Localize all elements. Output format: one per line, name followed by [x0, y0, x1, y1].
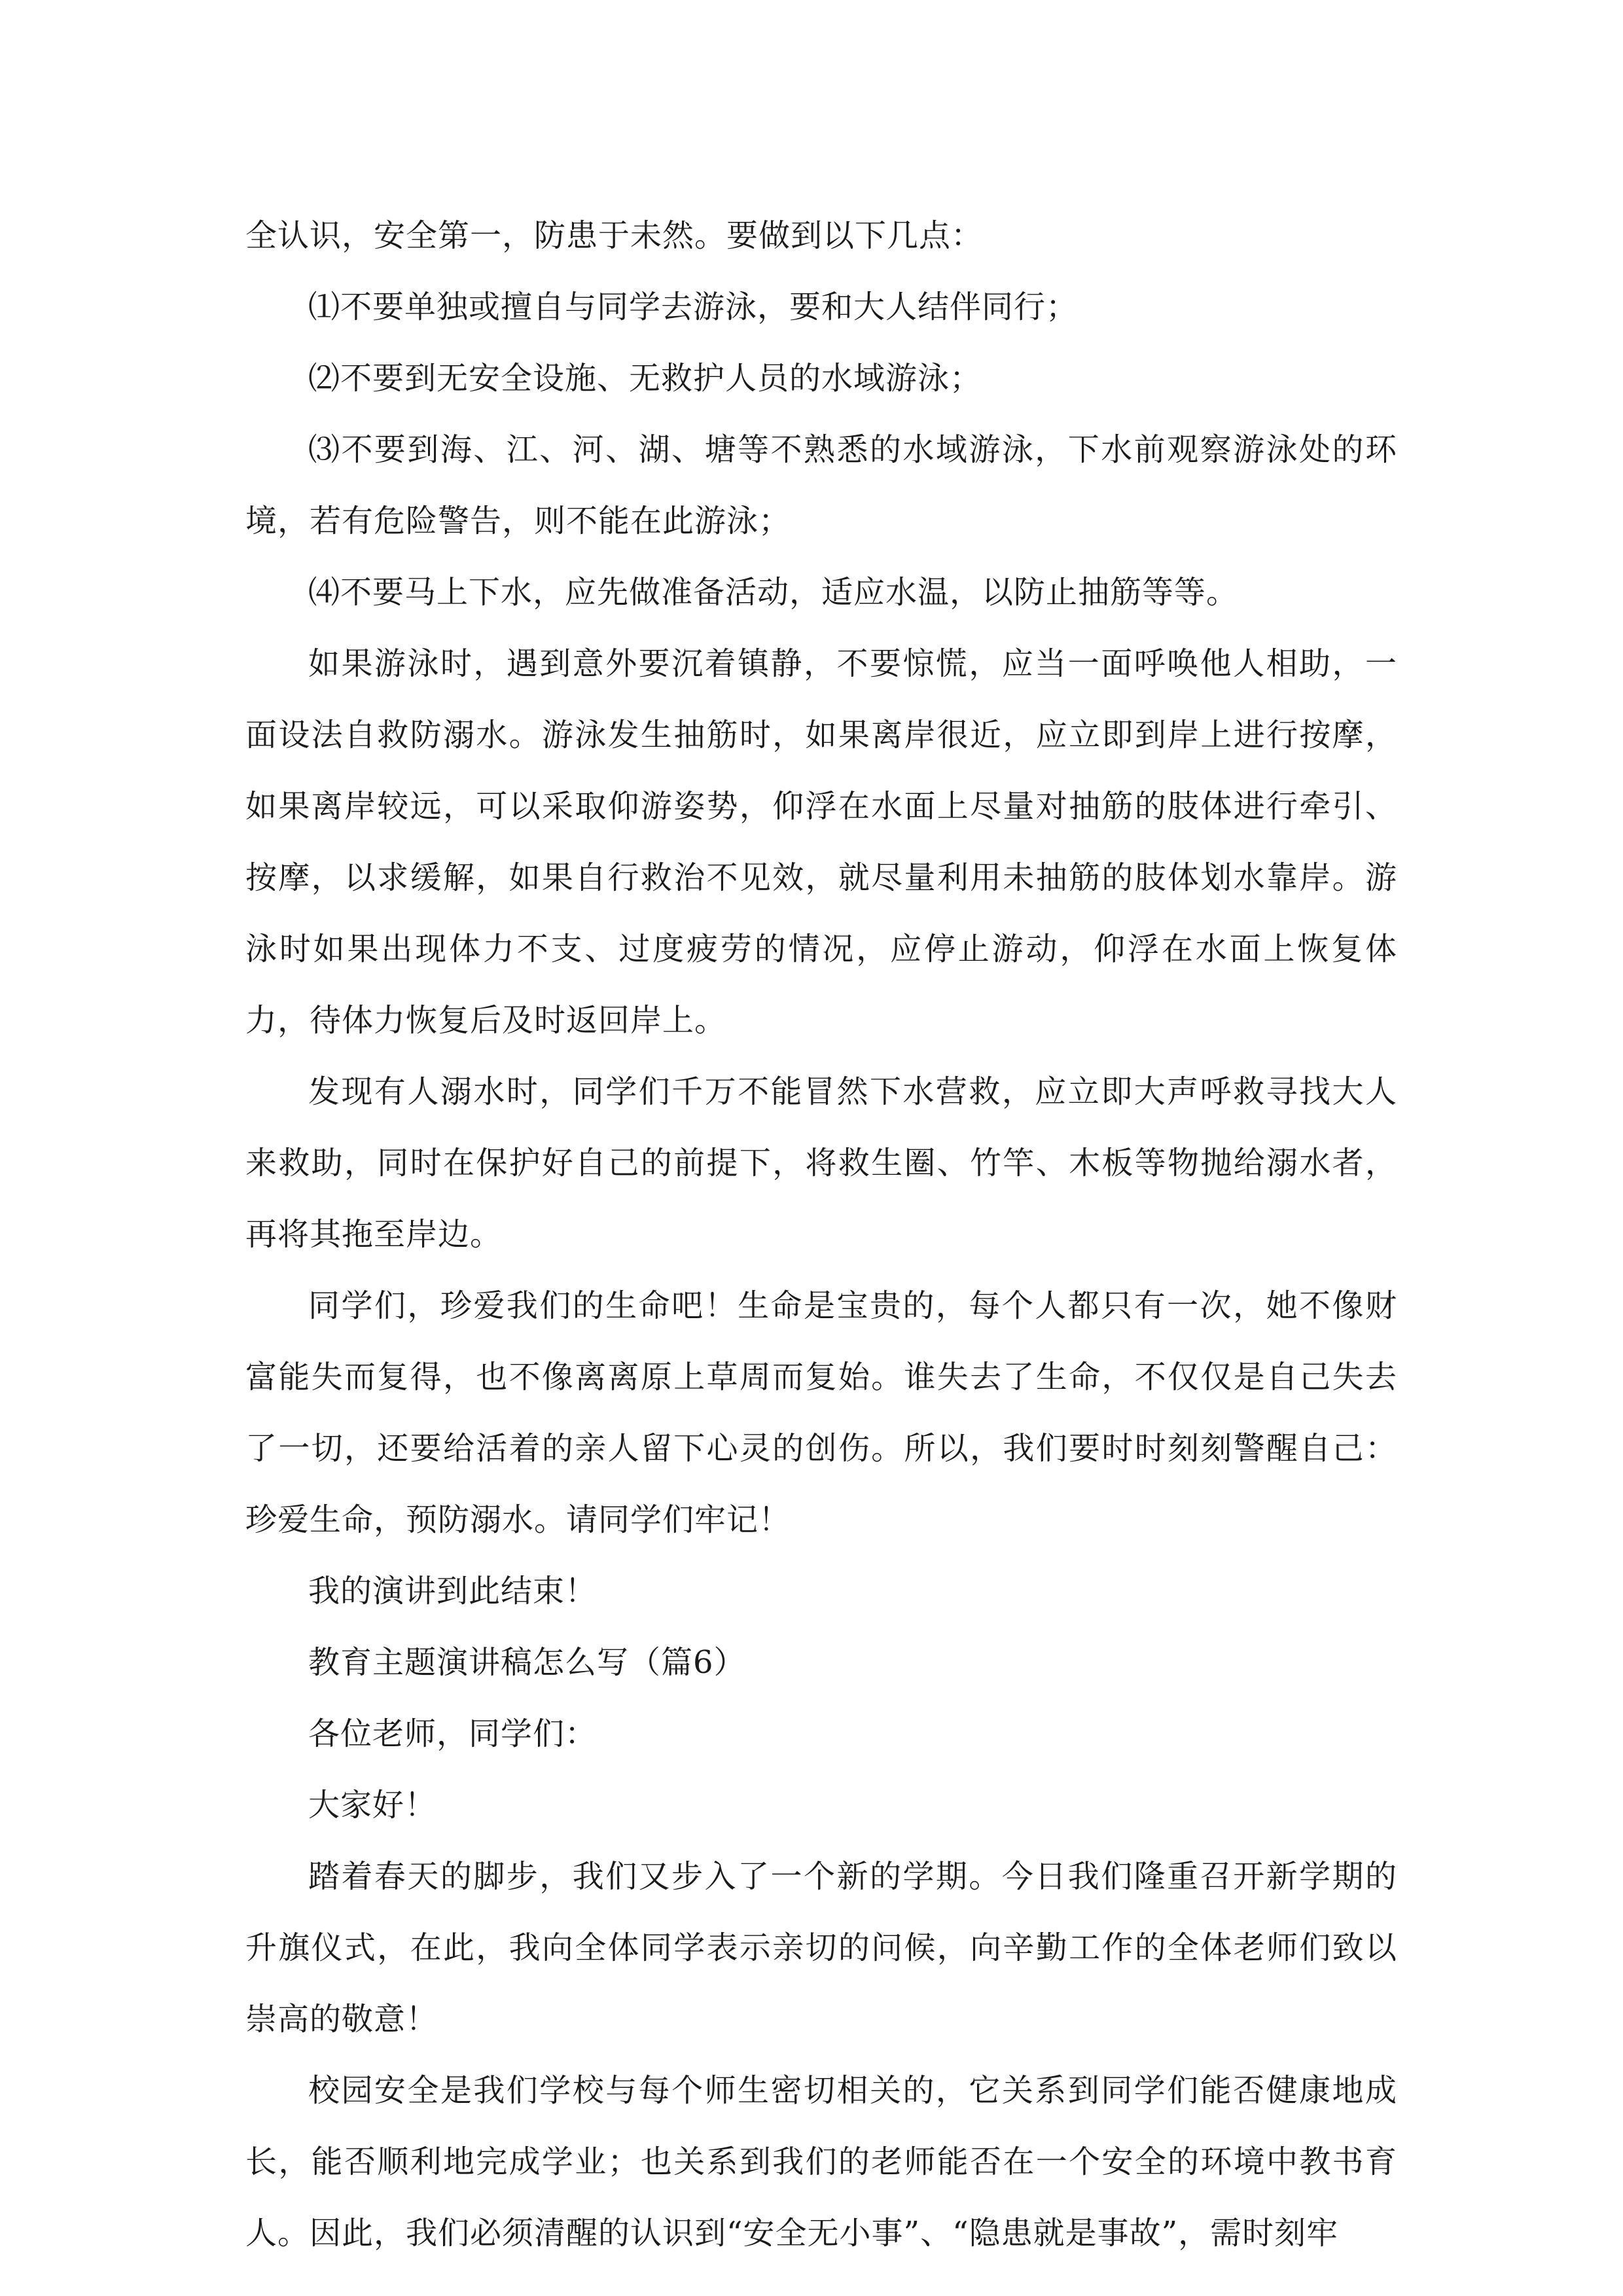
paragraph: ⑵不要到无安全设施、无救护人员的水域游泳；: [308, 360, 982, 397]
greeting: 大家好！: [308, 1787, 437, 1823]
paragraph: ⑴不要单独或擅自与同学去游泳，要和大人结伴同行；: [308, 289, 1079, 325]
paragraph: ⑷不要马上下水，应先做准备活动，适应水温，以防止抽筋等等。: [308, 574, 1239, 611]
document-body: [245, 200, 1397, 2269]
paragraph: 如果游泳时，遇到意外要沉着镇静，不要惊慌，应当一面呼唤他人相助，一面设法自救防溺水。游泳发生抽筋时，如果离岸很近，应立即到岸上进行按摩，如果离岸较远，可以采取仰游姿势，仰浮在水面上尽量对抽筋的肢体进行牵引、按摩，以求缓解，如果自行救治不见效，就尽量利用未抽筋的肢体划水靠岸。游泳时如果出现体力不支、过度疲劳的情况，应停止游动，仰浮在水面上恢复体力，待体力恢复后及时返回岸上。: [245, 645, 1397, 1039]
paragraph: 全认识，安全第一，防患于未然。要做到以下几点：: [245, 217, 984, 254]
salutation: 各位老师，同学们：: [308, 1715, 597, 1752]
section-heading: 教育主题演讲稿怎么写（篇6）: [308, 1644, 746, 1681]
paragraph: 校园安全是我们学校与每个师生密切相关的，它关系到同学们能否健康地成长，能否顺利地完成学业；也关系到我们的老师能否在一个安全的环境中教书育人。因此，我们必须清醒的认识到“安全无小事”、“隐患就是事故”，需时刻牢: [245, 2072, 1397, 2251]
paragraph: 同学们，珍爱我们的生命吧！生命是宝贵的，每个人都只有一次，她不像财富能失而复得，也不像离离原上草周而复始。谁失去了生命，不仅仅是自己失去了一切，还要给活着的亲人留下心灵的创伤。所以，我们要时时刻刻警醒自己：珍爱生命，预防溺水。请同学们牢记！: [245, 1287, 1397, 1538]
paragraph: 我的演讲到此结束！: [308, 1573, 597, 1609]
paragraph: 踏着春天的脚步，我们又步入了一个新的学期。今日我们隆重召开新学期的升旗仪式，在此，我向全体同学表示亲切的问候，向辛勤工作的全体老师们致以崇高的敬意！: [245, 1858, 1397, 2037]
paragraph: 发现有人溺水时，同学们千万不能冒然下水营救，应立即大声呼救寻找大人来救助，同时在保护好自己的前提下，将救生圈、竹竿、木板等物抛给溺水者，再将其拖至岸边。: [245, 1073, 1397, 1253]
paragraph: ⑶不要到海、江、河、湖、塘等不熟悉的水域游泳，下水前观察游泳处的环境，若有危险警告，则不能在此游泳；: [245, 431, 1397, 539]
